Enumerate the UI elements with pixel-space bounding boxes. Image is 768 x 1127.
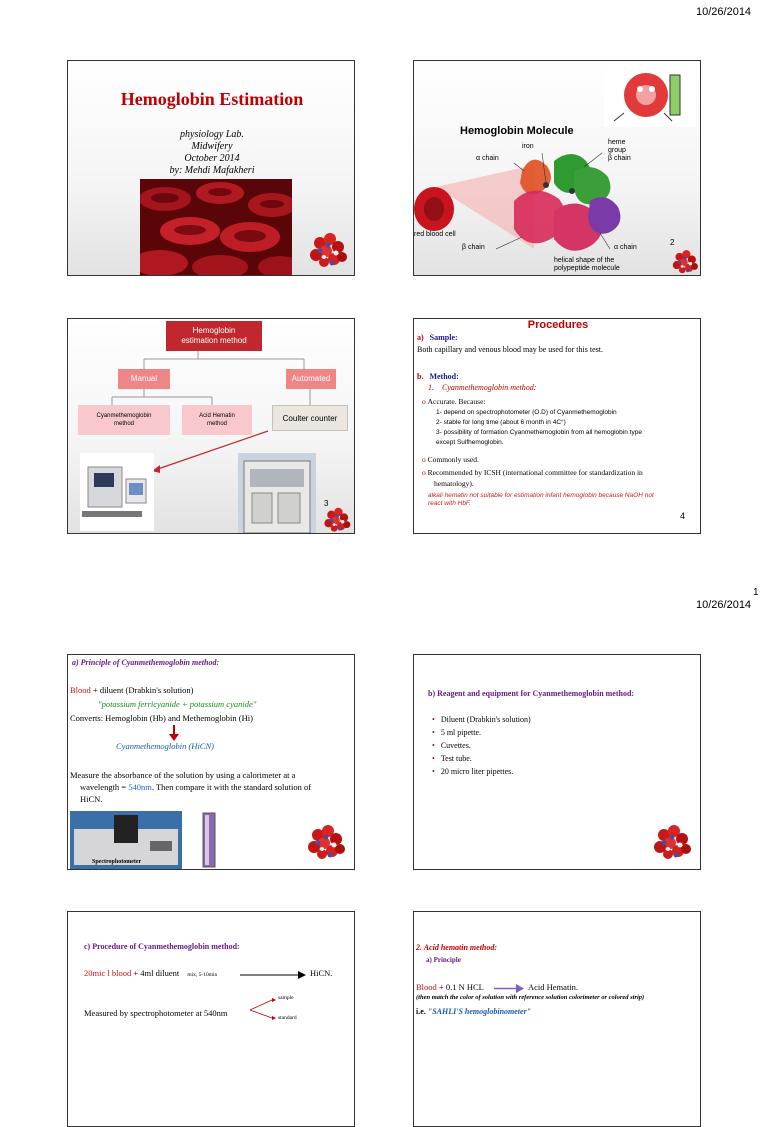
slide4-reason-2: 2- stable for long time (about 6 month in 4C°) [436,419,566,426]
slide4-note [428,492,654,508]
slide4-reason-1: 1- depend on spectrophotometer (O.D) of Cyanmethemoglobin [436,409,617,416]
slide-1[interactable] [67,60,355,276]
slide5-measure-2c: . Then compare it with the standard solution of [151,782,312,792]
list-item-text: Cuvettes. [440,741,471,750]
slide7-heading: c) Procedure of Cyanmethemoglobin method: [84,942,240,951]
label-beta-chain-bottom: β chain [462,244,485,251]
slide4-bullet3-text: Recommended by ICSH (international committee for standardization in [427,468,643,477]
list-item: • 5 ml pipette. [432,728,482,737]
slide4-bullet3b-text: hematology). [434,479,474,488]
flowchart-coulter-counter: Coulter counter [272,405,348,431]
page-number: 1 [753,587,759,598]
slide1-title: Hemoglobin Estimation [120,89,304,109]
slide-7[interactable] [67,911,355,1127]
slide7-measure: Measured by spectrophotometer at 540nm [84,1008,228,1018]
label-alpha-chain-left: α chain [476,155,499,162]
slide7-procedure [84,968,217,978]
down-arrow-icon [168,725,180,741]
label-alpha-chain-right: α chain [614,244,637,251]
slide4-note-2: react with HbF. [428,500,471,507]
slide8-blood: Blood [416,982,437,992]
flowchart-root-line2: estimation method [181,336,247,345]
hemoglobin-molecule-icon [670,247,700,275]
label-helical-1: helical shape of the [554,257,615,264]
label-iron: iron [522,143,534,150]
cuvette-image [198,811,220,869]
slide8-note: (then match the color of solution with reference solution colorimeter or colored strip) [416,994,645,1001]
slide1-line: October 2014 [184,153,240,164]
slide5-device-label: Spectrophotometer [92,859,142,865]
slide4-bullet1-text: Accurate. Because: [427,397,486,406]
flowchart-automated: Automated [286,369,336,389]
list-item-text: 5 ml pipette. [440,728,482,737]
slide8-heading: 2. Acid hematin method: [416,943,498,952]
slide4-sample-text: Both capillary and venous blood may be used for this test. [417,345,603,354]
slide4-bullet-accurate: o Accurate. Because: [422,397,486,406]
slide5-wavelength: 540nm [128,782,152,792]
flowchart-acid-line2: method [206,421,227,427]
slide4-bullet2-text: Commonly used. [427,455,479,464]
label-helical [554,257,620,273]
slide7-sample: sample [278,995,294,1001]
slide4-sample-heading: a) Sample: [417,333,458,342]
slide-2[interactable] [413,60,701,276]
flowchart-root-line1: Hemoglobin [192,326,236,335]
hemoglobin-molecule-diagram [414,141,701,276]
slide2-title: Hemoglobin Molecule [460,125,574,137]
slide5-measure-2 [70,781,311,793]
slide1-line: Midwifery [191,141,233,152]
list-item: • Diluent (Drabkin's solution) [432,715,531,724]
label-helical-2: polypeptide molecule [554,265,620,272]
list-item-text: 20 micro liter pipettes. [440,767,514,776]
slide1-line: physiology Lab. [180,129,244,140]
slide5-measure [70,769,311,805]
page-date-mid: 10/26/2014 [696,599,752,611]
slide4-method-heading: b. Method: [417,372,459,381]
slide-3[interactable] [67,318,355,534]
slide5-measure-2a: wavelength = [80,782,129,792]
slide4-method-1: 1. Cyanmethemoglobin method: [428,383,537,392]
slide5-product: Cyanmethemoglobin (HiCN) [116,741,214,751]
slide5-blood: Blood [70,685,91,695]
slide7-blood: 20mic l blood [84,968,132,978]
label-heme-group [608,139,631,163]
page-date-top: 10/26/2014 [696,6,752,18]
analyzer-machine-image [80,453,154,531]
flowchart-acid-hematin [182,405,252,435]
label-heme: heme [608,139,626,146]
slide8-ie: i.e. [416,1007,426,1016]
slide6-list [432,713,531,778]
slide4-bullet-icsh: o Recommended by ICSH (international committee for standardization in hematology). [422,468,643,488]
slide4-a-head: Sample [429,333,456,342]
cartoon-cell-icon [604,63,696,127]
slide7-mix: mix, 5-10min [187,972,218,978]
slide5-heading: a) Principle of Cyanmethemoglobin method: [72,658,220,667]
slide1-subtitle [68,129,355,177]
flowchart-manual: Manual [118,369,170,389]
slide2-number: 2 [670,238,675,247]
slide4-reason-3: 3- possibility of formation Cyanmethemoglobin from all hemoglobin type [436,429,642,436]
slide5-measure-3: HiCN. [80,794,103,804]
slide4-number: 4 [680,511,686,521]
slide4-m1-num: 1. [428,383,434,392]
slide4-b-head: Method [429,372,457,381]
hemoglobin-molecule-icon [304,821,348,861]
slide8-product: Acid Hematin. [528,982,579,992]
slide7-standard: standard [278,1015,297,1021]
slide4-title: Procedures [527,319,589,331]
slide7-diluent: + 4ml diluent [131,968,180,978]
coulter-counter-image [238,453,316,533]
flowchart-root [166,321,262,351]
label-group: group [608,147,626,154]
slide8-ie-line [416,1007,531,1016]
slide3-number: 3 [324,499,329,508]
slide-6[interactable] [413,654,701,870]
flowchart-cyan-line2: method [113,421,134,427]
flowchart-acid-line1: Acid Hematin [199,413,235,419]
slide4-m1-text: Cyanmethemoglobin method [442,383,534,392]
list-item-text: Test tube. [440,754,472,763]
flowchart-cyanmethemoglobin [78,405,170,435]
slide4-b-label: b. [417,372,424,381]
slide4-reasons [436,408,642,448]
hemoglobin-molecule-icon [306,229,350,269]
right-arrow-icon [494,984,524,993]
slide-8[interactable] [413,911,701,1127]
slide4-reason-3b: except Sulfhemoglobin. [436,439,504,446]
slide8-sahli: "SAHLI'S hemoglobinometer" [427,1007,532,1016]
slide-4[interactable] [413,318,701,534]
hemoglobin-molecule-icon [650,821,694,861]
label-beta-chain-top: β chain [608,155,631,162]
hemoglobin-molecule-icon [320,505,354,533]
red-blood-cells-image [140,179,292,275]
slide7-product: HiCN. [310,968,333,978]
flowchart-cyan-line1: Cyanmethemoglobin [96,413,152,419]
slide6-heading: b) Reagent and equipment for Cyanmethemoglobin method: [428,689,635,698]
label-red-blood-cell: red blood cell [414,231,456,238]
slide4-note-1: alkali hematin not suitable for estimation infant hemoglobin because NaOH not [428,492,654,499]
slide8-principle [416,982,484,992]
list-item: • Test tube. [432,754,472,763]
slide5-converts: Converts: Hemoglobin (Hb) and Methemoglobin (Hi) [70,713,253,723]
slide5-measure-1: Measure the absorbance of the solution by using a calorimeter at a [70,770,296,780]
slide5-diluent: + diluent (Drabkin's solution) [90,685,194,695]
slide8-subheading: a) Principle [426,956,461,964]
slide1-line: by: Mehdi Mafakheri [169,165,255,176]
list-item-text: Diluent (Drabkin's solution) [440,715,531,724]
slide4-bullet-common: o Commonly used. [422,455,479,464]
slide8-reagent: + 0.1 N HCL [436,982,484,992]
list-item: • Cuvettes. [432,741,471,750]
slide-5[interactable] [67,654,355,870]
list-item: • 20 micro liter pipettes. [432,767,514,776]
slide5-reagents: "potassium ferricyanide + potassium cyanide" [98,699,257,709]
branch-arrows-icon [248,996,276,1022]
right-arrow-icon [240,970,306,980]
slide4-a-label: a) [417,333,424,342]
slide5-blood-line [70,685,193,695]
